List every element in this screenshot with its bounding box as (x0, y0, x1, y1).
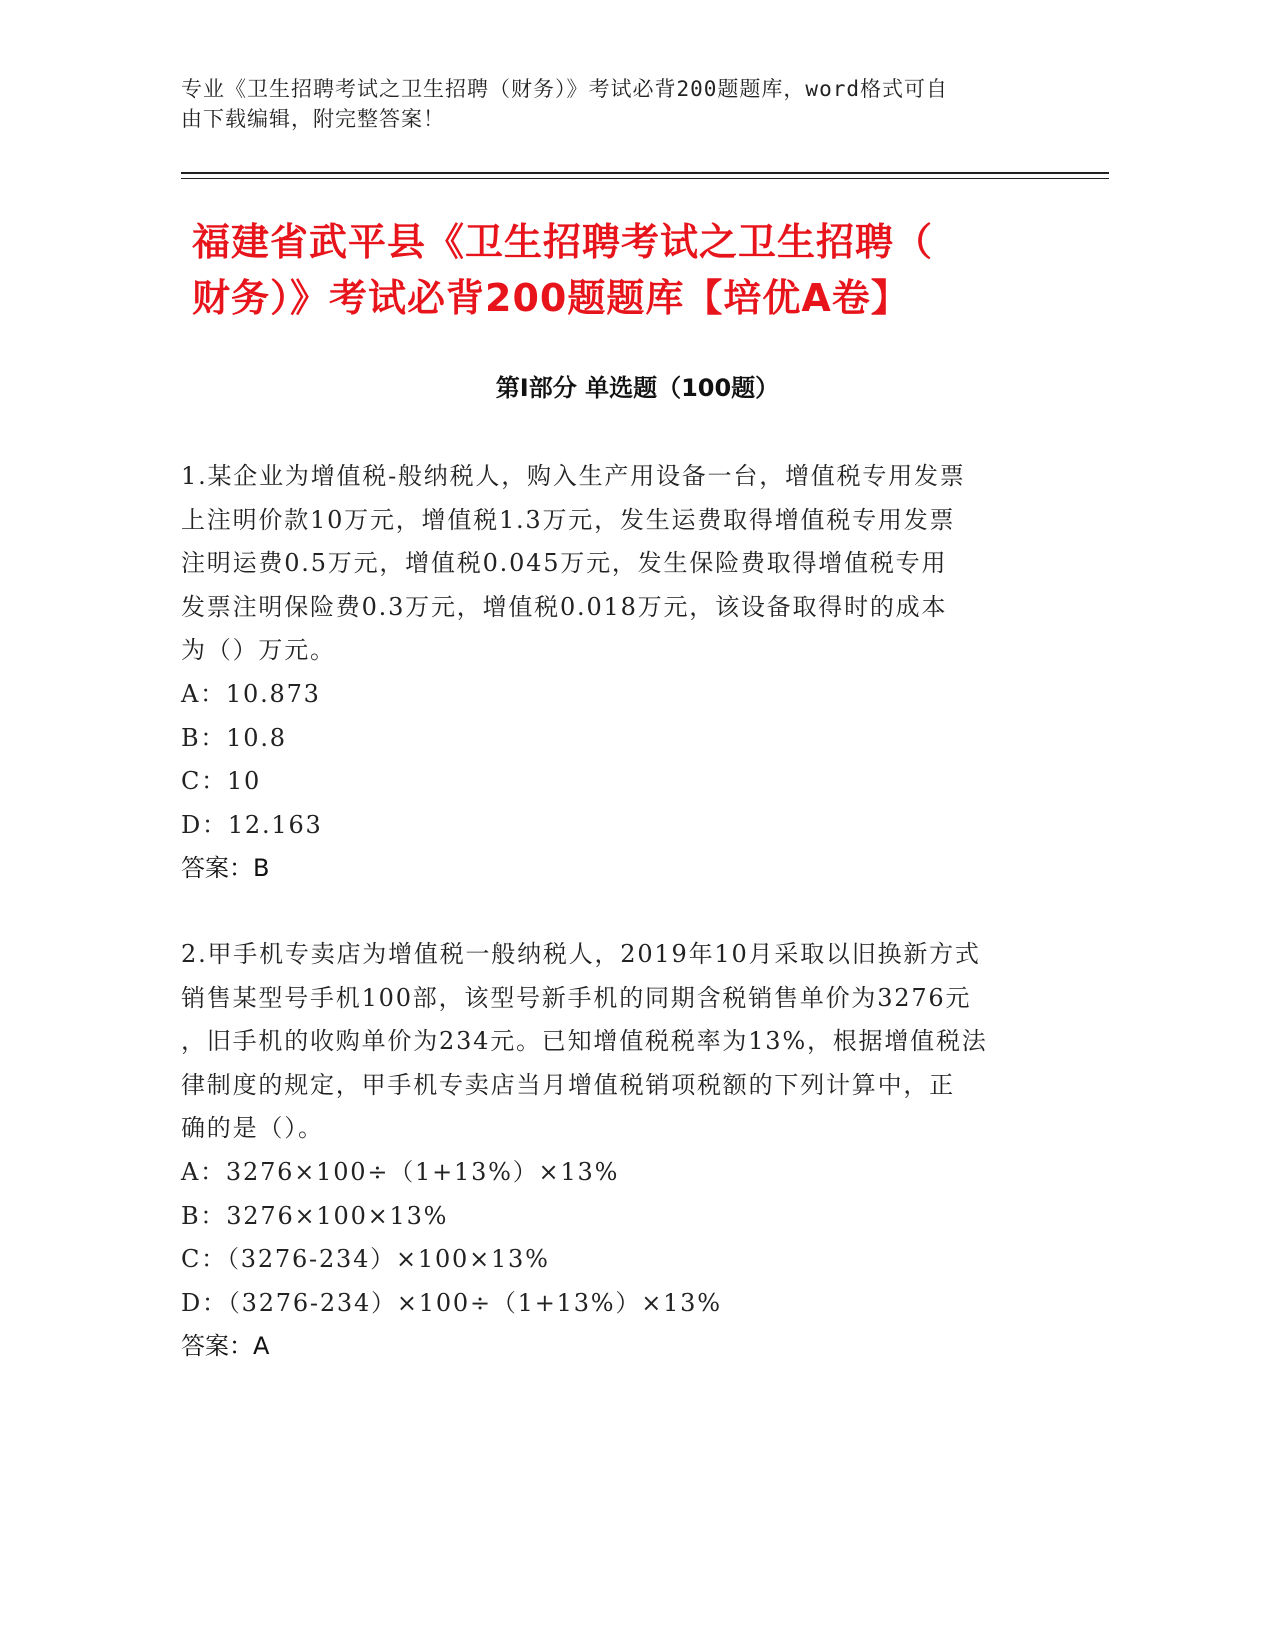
option-c: C：（3276-234）×100×13% (181, 1245, 550, 1274)
answer-line: 答案：B (181, 854, 270, 883)
option-b: B：3276×100×13% (181, 1201, 449, 1230)
document-title-line: 财务）》考试必背200题题库【培优A卷】 (192, 276, 910, 320)
question-stem-line: 确的是（）。 (181, 1114, 324, 1143)
question-stem-line: 1.某企业为增值税-般纳税人，购入生产用设备一台，增值税专用发票 (181, 462, 966, 490)
header-note-line: 由下载编辑，附完整答案！ (181, 107, 445, 131)
option-d: D：（3276-234）×100÷（1+13%）×13% (181, 1288, 722, 1317)
question-1 (181, 455, 1051, 891)
question-stem-line: 为（）万元。 (181, 636, 336, 665)
question-stem-line: 发票注明保险费0.3万元，增值税0.018万元，该设备取得时的成本 (181, 592, 948, 621)
question-stem-line: 上注明价款10万元，增值税1.3万元，发生运费取得增值税专用发票 (181, 505, 956, 534)
question-stem-line: ，旧手机的收购单价为234元。已知增值税税率为13%，根据增值税法 (181, 1027, 988, 1056)
option-c: C：10 (181, 767, 262, 796)
header-note (181, 74, 1041, 134)
document-title-line: 福建省武平县《卫生招聘考试之卫生招聘（ (192, 220, 934, 264)
option-b: B：10.8 (181, 723, 287, 752)
document-title (192, 214, 1092, 326)
answer-line: 答案：A (181, 1332, 270, 1361)
option-a: A：10.873 (181, 679, 321, 708)
question-stem-line: 2.甲手机专卖店为增值税一般纳税人，2019年10月采取以旧换新方式 (181, 940, 981, 968)
section-heading: 第Ⅰ部分 单选题（100题） (495, 374, 780, 402)
header-divider-thin (181, 178, 1109, 179)
question-stem-line: 律制度的规定，甲手机专卖店当月增值税销项税额的下列计算中，正 (181, 1070, 955, 1099)
question-stem-line: 注明运费0.5万元，增值税0.045万元，发生保险费取得增值税专用 (181, 549, 948, 578)
option-a: A：3276×100÷（1+13%）×13% (181, 1157, 620, 1186)
header-divider-thick (181, 172, 1109, 174)
header-note-line: 专业《卫生招聘考试之卫生招聘（财务）》考试必背200题题库，word格式可自 (181, 77, 948, 101)
question-stem-line: 销售某型号手机100部，该型号新手机的同期含税销售单价为3276元 (181, 983, 972, 1012)
option-d: D：12.163 (181, 810, 323, 839)
question-2 (181, 933, 1051, 1369)
